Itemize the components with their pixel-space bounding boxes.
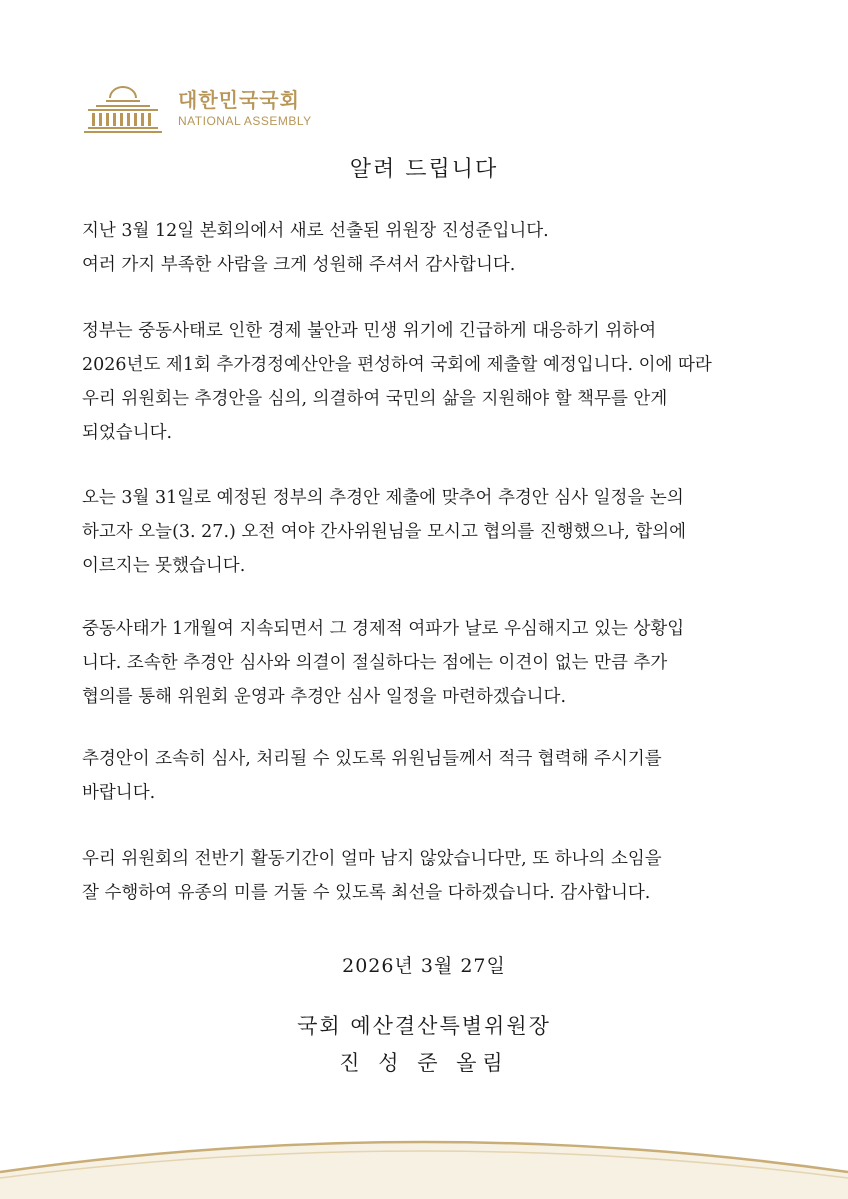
assembly-building-icon — [78, 82, 168, 134]
notice-title: 알려 드립니다 — [349, 157, 499, 182]
paragraph-line: 바랍니다. — [82, 783, 156, 803]
paragraph-line: 지난 3월 12일 본회의에서 새로 선출된 위원장 진성준입니다. — [82, 221, 549, 241]
footer-decorative-curve — [0, 1120, 848, 1199]
paragraph-line: 협의를 통해 위원회 운영과 추경안 심사 일정을 마련하겠습니다. — [82, 687, 567, 707]
paragraph-6 — [82, 842, 772, 910]
paragraph-3 — [82, 481, 772, 583]
paragraph-line: 오는 3월 31일로 예정된 정부의 추경안 제출에 맞추어 추경안 심사 일정을 논의 — [82, 488, 684, 508]
paragraph-line: 여러 가지 부족한 사람을 크게 성원해 주셔서 감사합니다. — [82, 255, 516, 275]
signature-name: 진 성 준 올림 — [339, 1051, 509, 1075]
logo-korean-text: 대한민국국회 — [178, 87, 300, 112]
paragraph-line: 2026년도 제1회 추가경정예산안을 편성하여 국회에 제출할 예정입니다. 이에 따라 — [82, 355, 712, 375]
paragraph-line: 정부는 중동사태로 인한 경제 불안과 민생 위기에 긴급하게 대응하기 위하여 — [82, 321, 657, 341]
logo-english-text: NATIONAL ASSEMBLY — [178, 113, 312, 128]
paragraph-line: 우리 위원회의 전반기 활동기간이 얼마 남지 않았습니다만, 또 하나의 소임을 — [82, 849, 662, 869]
paragraph-line: 되었습니다. — [82, 423, 173, 443]
paragraph-4 — [82, 612, 772, 714]
signature-organization: 국회 예산결산특별위원장 — [297, 1014, 551, 1038]
paragraph-line: 우리 위원회는 추경안을 심의, 의결하여 국민의 삶을 지원해야 할 책무를 안게 — [82, 389, 668, 409]
paragraph-line: 이르지는 못했습니다. — [82, 556, 246, 576]
paragraph-line: 하고자 오늘(3. 27.) 오전 여야 간사위원님을 모시고 협의를 진행했으나, 합의에 — [82, 522, 687, 542]
paragraph-2 — [82, 314, 772, 450]
paragraph-line: 중동사태가 1개월여 지속되면서 그 경제적 여파가 날로 우심해지고 있는 상황입 — [82, 619, 685, 639]
paragraph-1 — [82, 214, 772, 282]
paragraph-line: 니다. 조속한 추경안 심사와 의결이 절실하다는 점에는 이견이 없는 만큼 추가 — [82, 653, 668, 673]
assembly-logo — [78, 82, 312, 134]
paragraph-line: 추경안이 조속히 심사, 처리될 수 있도록 위원님들께서 적극 협력해 주시기를 — [82, 749, 662, 769]
paragraph-line: 잘 수행하여 유종의 미를 거둘 수 있도록 최선을 다하겠습니다. 감사합니다. — [82, 883, 651, 903]
paragraph-5 — [82, 742, 772, 810]
letter-date: 2026년 3월 27일 — [342, 955, 506, 977]
